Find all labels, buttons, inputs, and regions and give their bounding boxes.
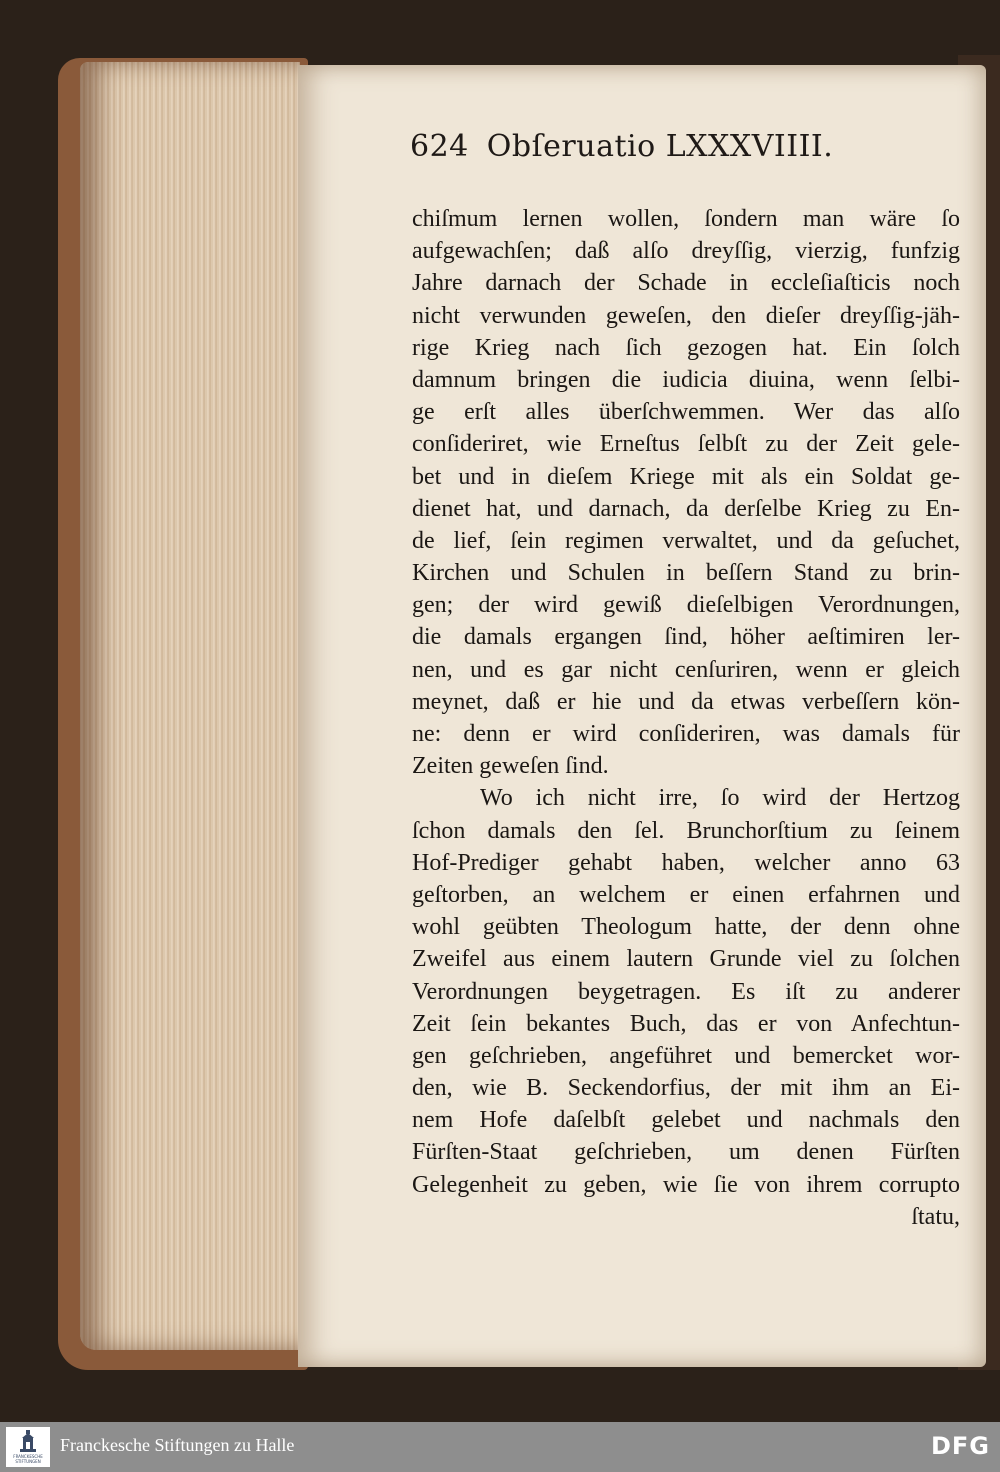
- text-line: wohl geübten Theologum hatte, der denn ohne: [412, 914, 960, 941]
- text-line: Gelegenheit zu geben, wie ſie von ihrem corrupto: [412, 1171, 960, 1198]
- text-line: Zeiten geweſen ſind.: [412, 753, 609, 780]
- dfg-logo[interactable]: DFG: [930, 1432, 990, 1460]
- text-line: chiſmum lernen wollen, ſondern man wäre ſo: [412, 206, 960, 232]
- text-line: aufgewachſen; daß alſo dreyſſig, vierzig, funfzig: [412, 238, 960, 265]
- text-line: de lief, ſein regimen verwaltet, und da geſuchet,: [412, 527, 960, 554]
- text-line: meynet, daß er hie und da etwas verbeſſern kön-: [412, 688, 960, 715]
- text-line: geſtorben, an welchem er einen erfahrnen und: [412, 881, 960, 908]
- page-number: 624: [410, 129, 469, 164]
- text-line: ſchon damals den ſel. Brunchorſtium zu ſeinem: [412, 817, 960, 844]
- text-line: nem Hofe daſelbſt gelebet und nachmals den: [412, 1107, 960, 1134]
- text-line: dienet hat, und darnach, da derſelbe Krieg zu En-: [412, 495, 960, 522]
- page-heading: Obſeruatio LXXXVIIII.: [486, 129, 834, 164]
- catchword: ſtatu,: [911, 1203, 960, 1230]
- text-line: damnum bringen die iudicia diuina, wenn ſelbi-: [412, 366, 960, 393]
- page-block-edges: [80, 62, 300, 1350]
- logo-caption: FRANCKESCHE STIFTUNGEN: [13, 1454, 43, 1464]
- institution-logo[interactable]: [6, 1427, 50, 1467]
- text-line: Zeit ſein bekantes Buch, das er von Anfechtun-: [412, 1010, 960, 1037]
- text-line: die damals ergangen ſind, höher aeſtimiren ler-: [412, 624, 960, 651]
- text-line: ne: denn er wird conſideriren, was damals für: [412, 721, 960, 747]
- text-line: Kirchen und Schulen in beſſern Stand zu brin-: [412, 560, 960, 587]
- text-line: nen, und es gar nicht cenſuriren, wenn er gleich: [412, 656, 960, 683]
- text-body: [412, 203, 960, 1233]
- text-line: gen; der wird gewiß dieſelbigen Verordnungen,: [412, 592, 960, 619]
- building-icon: [20, 1430, 36, 1452]
- text-line: Fürſten-Staat geſchrieben, um denen Fürſten: [412, 1139, 960, 1166]
- text-line: rige Krieg nach ſich gezogen hat. Ein ſolch: [412, 334, 960, 361]
- book-page: [298, 65, 986, 1367]
- text-line: bet und in dieſem Kriege mit als ein Soldat ge-: [412, 463, 960, 490]
- paragraph-start-line: Wo ich nicht irre, ſo wird der Hertzog: [480, 785, 960, 812]
- text-line: conſideriret, wie Erneſtus ſelbſt zu der Zeit gele-: [412, 431, 960, 458]
- text-line: gen geſchrieben, angeführet und bemercket wor-: [412, 1042, 960, 1069]
- text-line: Hof-Prediger gehabt haben, welcher anno 63: [412, 849, 960, 876]
- running-head: [410, 129, 880, 177]
- institution-name[interactable]: Franckesche Stiftungen zu Halle: [60, 1435, 295, 1455]
- text-line: Verordnungen beygetragen. Es iſt zu anderer: [412, 978, 960, 1005]
- text-line: nicht verwunden geweſen, den dieſer dreyſſig-jäh-: [412, 302, 960, 329]
- text-line: Jahre darnach der Schade in eccleſiaſticis noch: [412, 270, 960, 297]
- text-line: ge erſt alles überſchwemmen. Wer das alſo: [412, 399, 960, 426]
- text-line: Zweifel aus einem lautern Grunde viel zu ſolchen: [412, 946, 960, 973]
- footer-bar: [0, 1422, 1000, 1472]
- text-line: den, wie B. Seckendorfius, der mit ihm an Ei-: [412, 1075, 960, 1102]
